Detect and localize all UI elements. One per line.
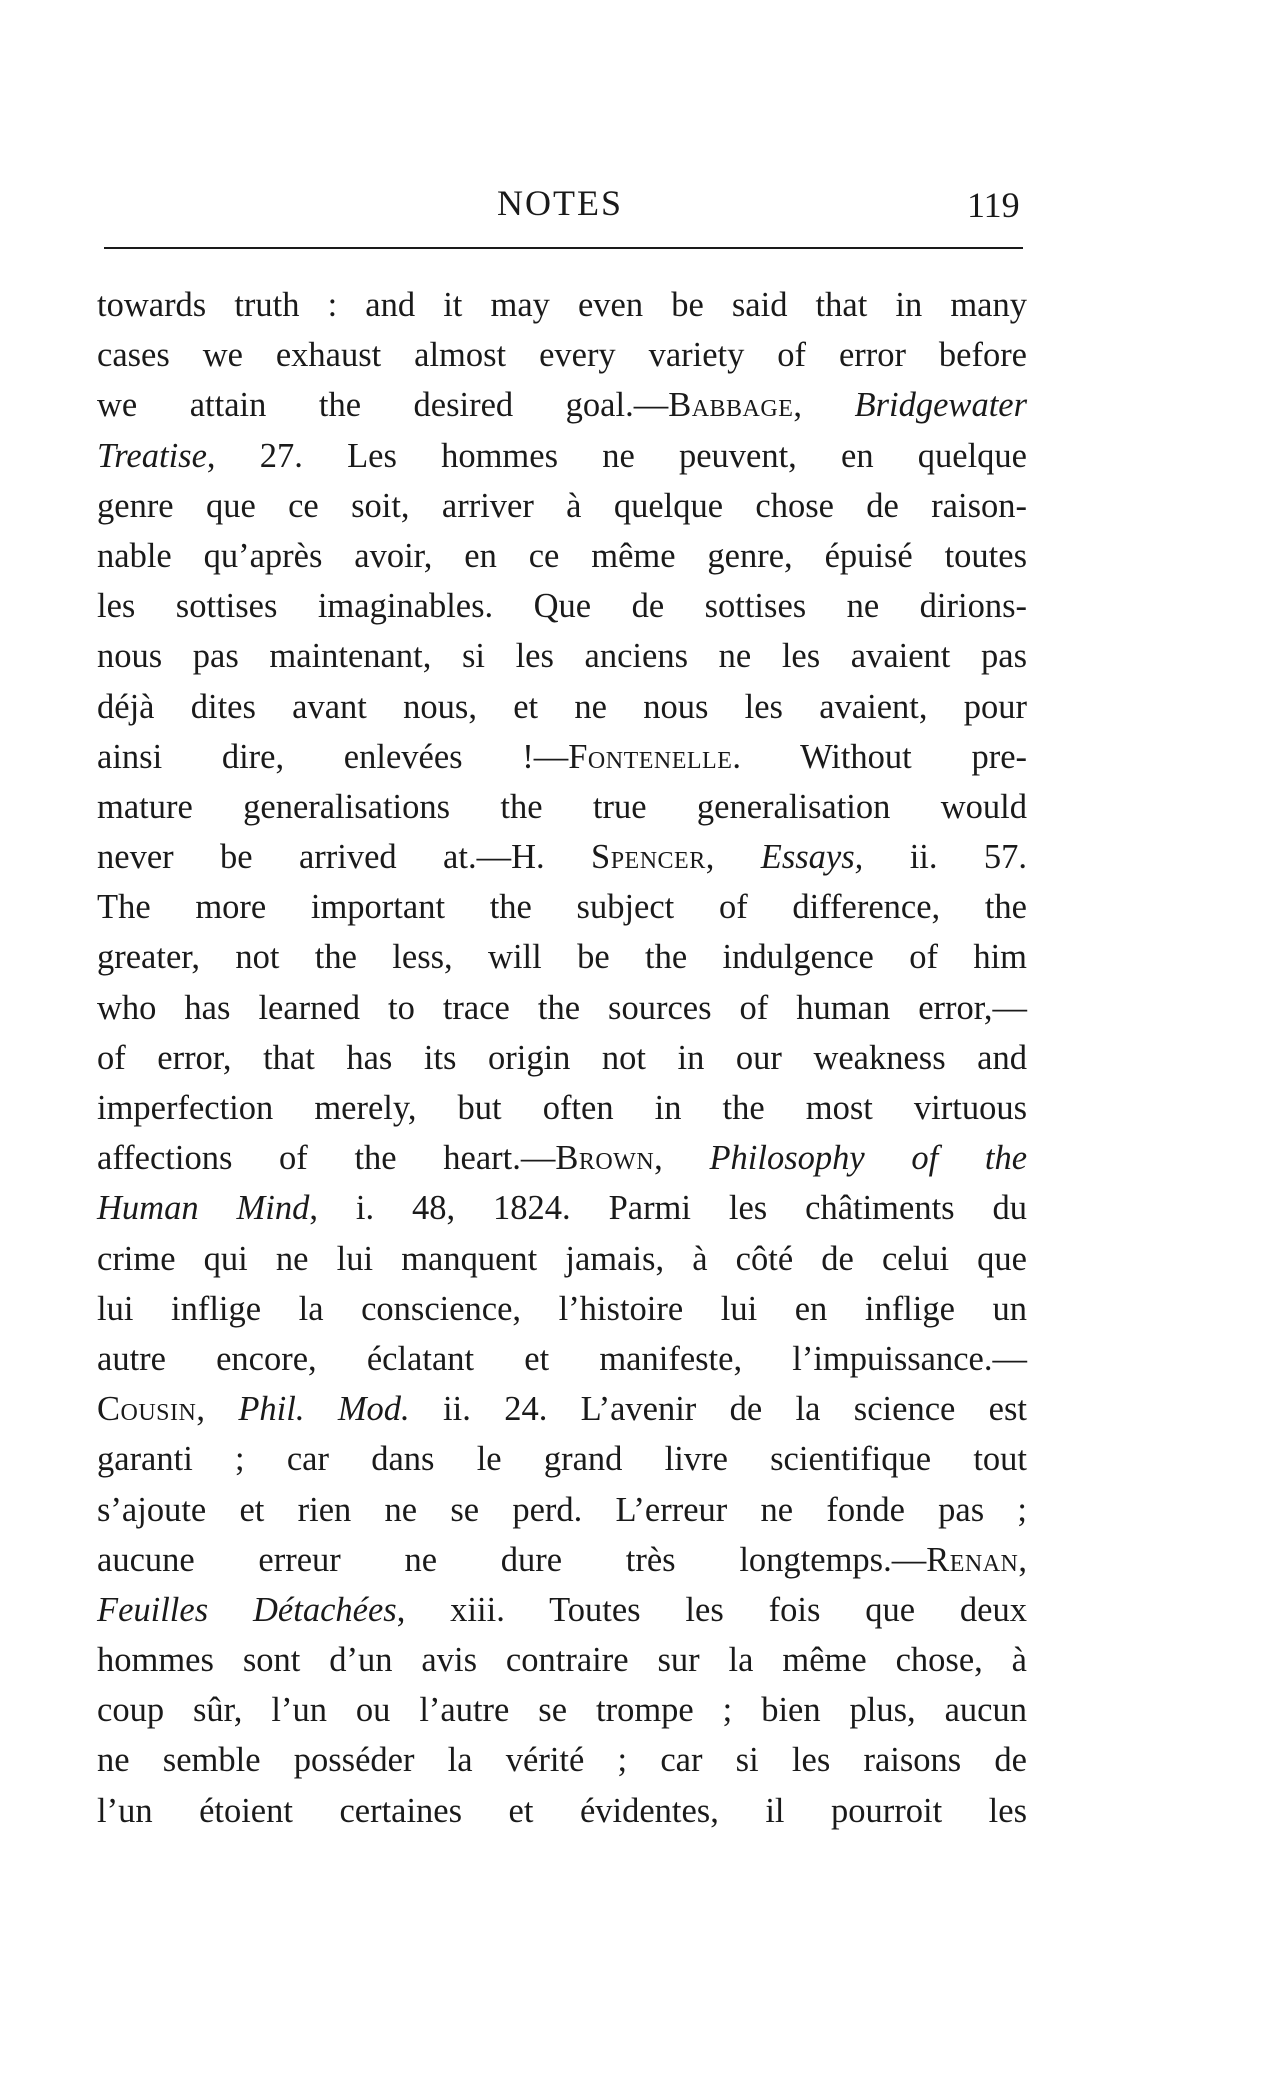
text-line xyxy=(97,631,1027,681)
work-title: Philosophy of the xyxy=(709,1139,1028,1178)
text-line xyxy=(97,1033,1027,1083)
text-line xyxy=(97,1786,1027,1836)
text-run: , xyxy=(196,1390,239,1429)
text-line xyxy=(97,1485,1027,1535)
text-line xyxy=(97,531,1027,581)
text-line xyxy=(97,1183,1027,1233)
text-line xyxy=(97,1535,1027,1585)
author-name: Brown xyxy=(555,1139,655,1178)
text-line xyxy=(97,882,1027,932)
text-run: , xyxy=(1018,1540,1027,1579)
text-line xyxy=(97,280,1027,330)
text-line xyxy=(97,832,1027,882)
text-run: greater, not the less, will be the indulgence of him xyxy=(97,938,1027,977)
text-run: autre encore, éclatant et manifeste, l’impuissance.— xyxy=(97,1339,1027,1378)
running-title: NOTES xyxy=(497,183,623,223)
text-run: l’un étoient certaines et évidentes, il pourroit les xyxy=(97,1791,1027,1830)
notes-text-block xyxy=(97,280,1027,1836)
text-line xyxy=(97,481,1027,531)
running-head xyxy=(0,178,1265,228)
text-run: déjà dites avant nous, et ne nous les avaient, pour xyxy=(97,687,1027,726)
text-run: , i. 48, 1824. Parmi les châtiments du xyxy=(309,1189,1027,1228)
text-run: The more important the subject of difference, the xyxy=(97,888,1027,927)
text-line xyxy=(97,1133,1027,1183)
text-run: of error, that has its origin not in our weakness and xyxy=(97,1038,1027,1077)
text-line xyxy=(97,1284,1027,1334)
text-line xyxy=(97,330,1027,380)
text-run: s’ajoute et rien ne se perd. L’erreur ne fonde pas ; xyxy=(97,1490,1027,1529)
text-line xyxy=(97,1635,1027,1685)
text-run: hommes sont d’un avis contraire sur la même chose, à xyxy=(97,1641,1027,1680)
work-title: Human Mind xyxy=(97,1189,310,1228)
text-run: towards truth : and it may even be said that in many xyxy=(97,286,1027,324)
author-name: Fontenelle xyxy=(568,737,733,776)
text-run: coup sûr, l’un ou l’autre se trompe ; bien plus, aucun xyxy=(97,1691,1027,1730)
text-line xyxy=(97,1735,1027,1785)
text-run: nable qu’après avoir, en ce même genre, épuisé toutes xyxy=(97,536,1027,575)
author-name: Renan xyxy=(926,1540,1019,1579)
text-run: ne semble posséder la vérité ; car si les raisons de xyxy=(97,1741,1027,1780)
text-run: , 27. Les hommes ne peuvent, en quelque xyxy=(206,436,1027,475)
text-run: cases we exhaust almost every variety of error before xyxy=(97,336,1027,375)
text-run: mature generalisations the true generalisation would xyxy=(97,787,1027,826)
text-line xyxy=(97,932,1027,982)
text-run: genre que ce soit, arriver à quelque chose de raison- xyxy=(97,486,1027,525)
text-run: crime qui ne lui manquent jamais, à côté de celui que xyxy=(97,1239,1027,1278)
text-line xyxy=(97,682,1027,732)
text-run: affections of the heart.— xyxy=(97,1139,556,1178)
author-name: Spencer xyxy=(591,838,706,877)
text-run: , xyxy=(793,386,855,425)
work-title: Bridgewater xyxy=(854,386,1028,425)
text-run: we attain the desired goal.— xyxy=(97,386,669,425)
text-run: aucune erreur ne dure très longtemps.— xyxy=(97,1540,927,1579)
text-line xyxy=(97,1585,1027,1635)
page-number: 119 xyxy=(967,185,1020,225)
text-run: , xiii. Toutes les fois que deux xyxy=(396,1590,1027,1629)
text-run: . Without pre- xyxy=(732,737,1027,776)
text-line xyxy=(97,983,1027,1033)
text-run: who has learned to trace the sources of human error,— xyxy=(97,988,1027,1027)
text-run: , xyxy=(705,838,761,877)
text-line xyxy=(97,732,1027,782)
text-line xyxy=(97,431,1027,481)
text-run: , xyxy=(654,1139,710,1178)
text-line xyxy=(97,1384,1027,1434)
text-run: ainsi dire, enlevées !— xyxy=(97,737,569,776)
text-line xyxy=(97,581,1027,631)
text-line xyxy=(97,1083,1027,1133)
text-run: les sottises imaginables. Que de sottises ne dirions- xyxy=(97,587,1027,626)
text-run: nous pas maintenant, si les anciens ne les avaient pas xyxy=(97,637,1027,676)
work-title: Essays, xyxy=(760,838,864,877)
work-title: Feuilles Détachées xyxy=(97,1590,397,1629)
author-name: Cousin xyxy=(97,1390,197,1429)
text-line xyxy=(97,380,1027,430)
text-run: garanti ; car dans le grand livre scientifique tout xyxy=(97,1440,1027,1479)
text-line xyxy=(97,1434,1027,1484)
text-run: ii. 24. L’avenir de la science est xyxy=(409,1390,1028,1429)
text-line xyxy=(97,1234,1027,1284)
author-name: Babbage xyxy=(668,386,794,425)
text-run: never be arrived at.—H. xyxy=(97,838,592,877)
text-run: ii. 57. xyxy=(863,838,1028,877)
text-line xyxy=(97,1334,1027,1384)
text-run: lui inflige la conscience, l’histoire lui en inflige un xyxy=(97,1289,1027,1328)
text-line xyxy=(97,782,1027,832)
work-title: Treatise xyxy=(97,436,207,475)
text-run: imperfection merely, but often in the most virtuous xyxy=(97,1089,1027,1127)
text-line xyxy=(97,1685,1027,1735)
work-title: Phil. Mod. xyxy=(238,1390,410,1429)
header-rule xyxy=(104,247,1023,249)
